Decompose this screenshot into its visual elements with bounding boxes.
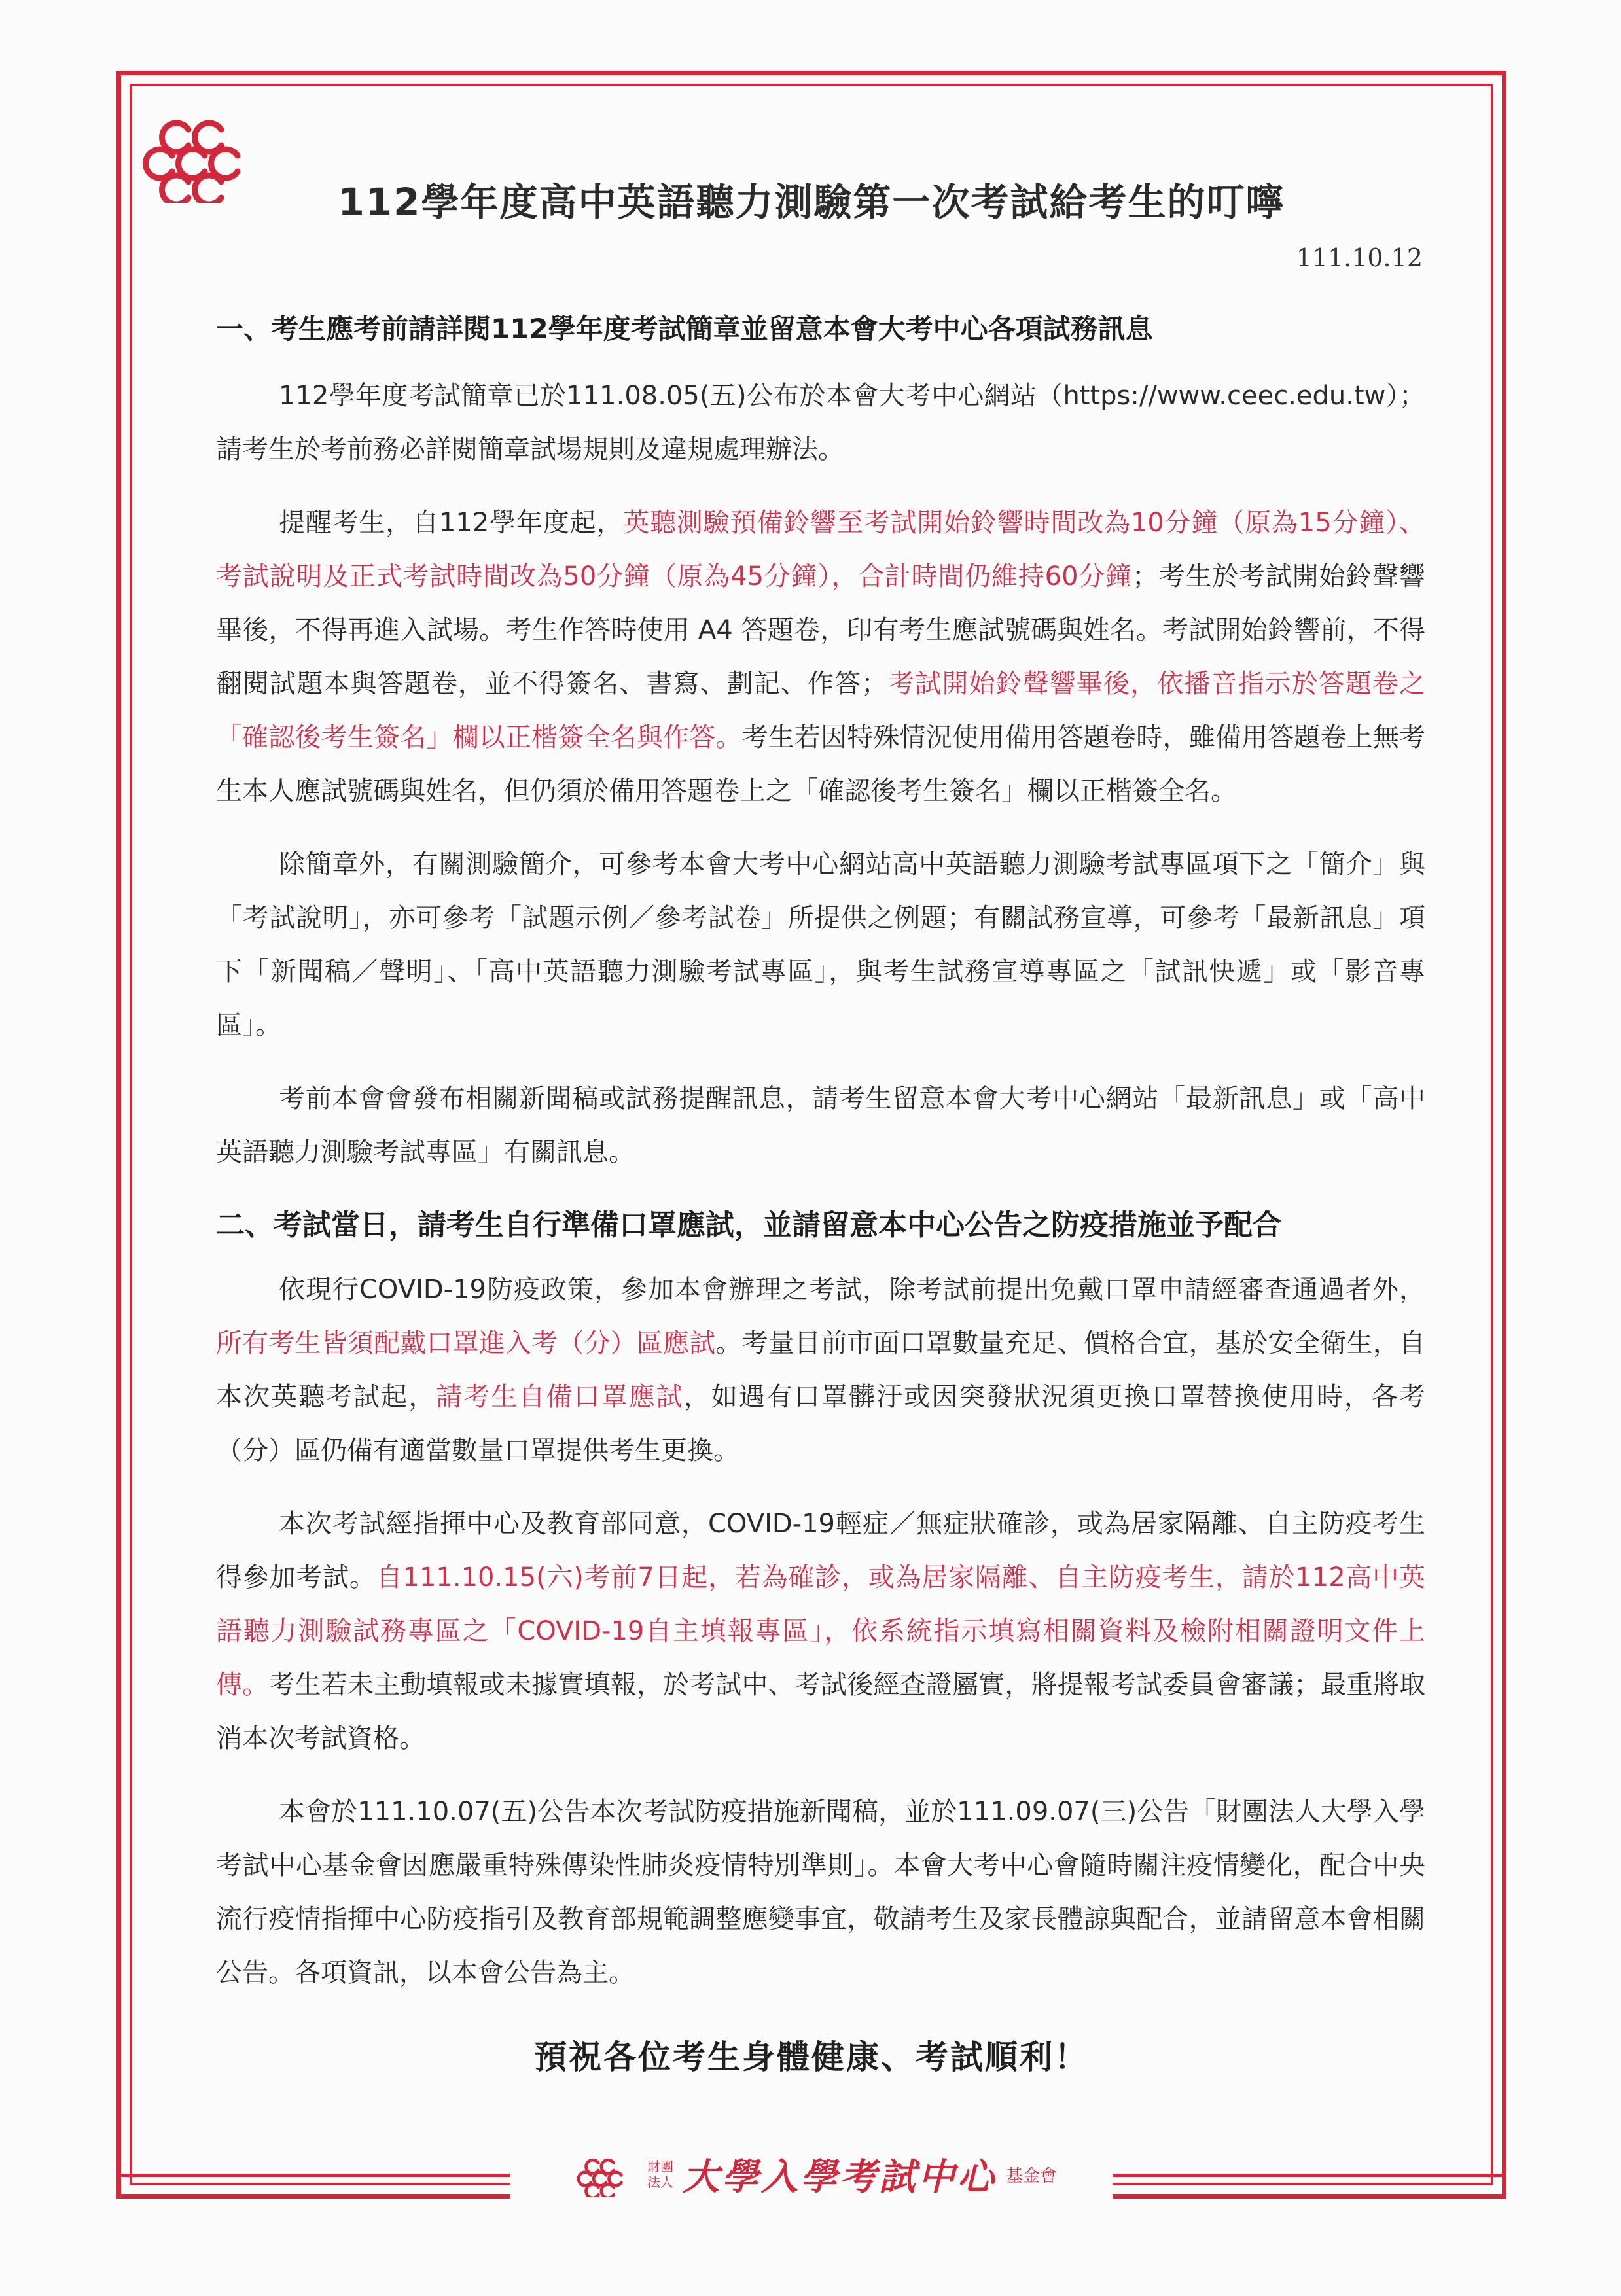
closing-message: 預祝各位考生身體健康、考試順利！ [534, 2038, 1089, 2076]
text-segment: 本次考試經指揮中心及教育部同意，COVID-19輕症／無症狀確診，或為居家隔離、自主防疫考生得參加考試。 [216, 1509, 1425, 1593]
section-1-paragraph-4: 考前本會會發布相關新聞稿或試務提醒訊息，請考生留意本會大考中心網站「最新訊息」或「高中英語聽力測驗考試專區」有關訊息。 [216, 1084, 1425, 1167]
footer-divider-left [118, 2174, 510, 2177]
footer [118, 2145, 1505, 2204]
footer-org-type [647, 2159, 673, 2190]
text-segment: ，如遇有口罩髒汙或因突發狀況須更換口罩替換使用時，各考（分）區仍備有適當數量口罩提供考生更換。 [216, 1382, 1426, 1466]
section-2-paragraph-2 [216, 1497, 1425, 1765]
highlight-segment: 英聽測驗預備鈴響至考試開始鈴響時間改為10分鐘（原為15分鐘）、考試說明及正式考試時間改為50分鐘（原為45分鐘），合計時間仍維持60分鐘 [216, 508, 1425, 592]
text-segment: 提醒考生，自112學年度起， [279, 508, 624, 538]
text-segment: 依現行COVID-19防疫政策，參加本會辦理之考試，除考試前提出免戴口罩申請經審查通過者外， [279, 1275, 1425, 1305]
text-segment: 考生若未主動填報或未據實填報，於考試中、考試後經查證屬實，將提報考試委員會審議；最重將取消本次考試資格。 [216, 1670, 1426, 1754]
document-title: 112學年度高中英語聽力測驗第一次考試給考生的叮嚀 [338, 180, 1285, 224]
highlight-segment: 所有考生皆須配戴口罩進入考（分）區應試 [216, 1328, 716, 1358]
document-date: 111.10.12 [1296, 243, 1423, 272]
text-segment: 。考量目前市面口罩數量充足、價格合宜，基於安全衛生，自本次英聽考試起， [216, 1328, 1426, 1412]
text-segment: ；考生於考試開始鈴聲響畢後，不得再進入試場。考生作答時使用 A4 答題卷，印有考生應試號碼與姓名。考試開始鈴響前，不得翻閱試題本與答題卷，並不得簽名、書寫、劃記、作答； [216, 561, 1426, 699]
ceec-logo-icon [137, 105, 255, 203]
section-1-paragraph-1: 112學年度考試簡章已於111.08.05(五)公布於本會大考中心網站（https://www.ceec.edu.tw）；請考生於考前務必詳閱簡章試場規則及違規處理辦法。 [216, 381, 1425, 465]
section-2-paragraph-1 [216, 1263, 1425, 1477]
text-segment: 考生若因特殊情況使用備用答題卷時，雖備用答題卷上無考生本人應試號碼與姓名，但仍須於備用答題卷上之「確認後考生簽名」欄以正楷簽全名。 [216, 722, 1426, 806]
section-1-heading: 一、考生應考前請詳閱112學年度考試簡章並留意本會大考中心各項試務訊息 [216, 313, 1153, 345]
ceec-footer-logo-icon [566, 2151, 638, 2197]
section-2-paragraph-3: 本會於111.10.07(五)公告本次考試防疫措施新聞稿，並於111.09.07(三)公告「財團法人大學入學考試中心基金會因應嚴重特殊傳染性肺炎疫情特別準則」。本會大考中心會隨時關注疫情變化，配合中央流行疫情指揮中心防疫指引及教育部規範調整應變事宜，敬請考生及家長體諒與配合，並請留意本會相關公告。各項資訊，以本會公告為主。 [216, 1797, 1425, 1988]
footer-divider-right [1113, 2174, 1505, 2177]
footer-org-suffix: 基金會 [1005, 2166, 1057, 2186]
highlight-segment: 請考生自備口罩應試 [436, 1382, 684, 1412]
footer-brand [510, 2145, 1113, 2204]
section-2-heading: 二、考試當日，請考生自行準備口罩應試，並請留意本中心公告之防疫措施並予配合 [216, 1209, 1281, 1242]
section-1-paragraph-3: 除簡章外，有關測驗簡介，可參考本會大考中心網站高中英語聽力測驗考試專區項下之「簡介」與「考試說明」，亦可參考「試題示例／參考試卷」所提供之例題；有關試務宣導，可參考「最新訊息」項下「新聞稿／聲明」、「高中英語聽力測驗考試專區」，與考生試務宣導專區之「試訊快遞」或「影音專區」。 [216, 849, 1425, 1040]
highlight-segment: 自111.10.15(六)考前7日起，若為確診，或為居家隔離、自主防疫考生，請於112高中英語聽力測驗試務專區之「COVID-19自主填報專區」，依系統指示填寫相關資料及檢附相關證明文件上傳。 [216, 1563, 1425, 1700]
document-body [216, 308, 1425, 2019]
highlight-segment: 考試開始鈴聲響畢後，依播音指示於答題卷之「確認後考生簽名」欄以正楷簽全名與作答。 [216, 669, 1426, 752]
footer-org-name: 大學入學考試中心 [682, 2155, 997, 2199]
footer-small-bottom: 法人 [647, 2174, 673, 2190]
section-1-paragraph-2 [216, 496, 1425, 818]
footer-small-top: 財團 [647, 2159, 673, 2174]
